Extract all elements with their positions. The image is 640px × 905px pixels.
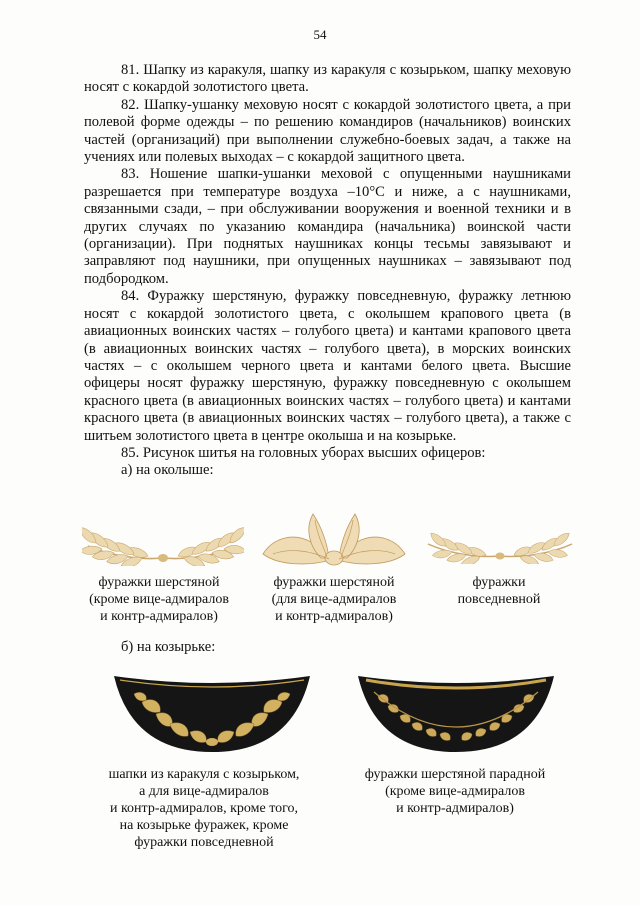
paragraph-84: 84. Фуражку шерстяную, фуражку повседневную, фуражку летнюю носят с кокардой золотистого цвета, с околышем крапового цвета (в авиационных воинских частях – голубого цвета) и кантами крапового цвета (в авиационных воинских частях – голубого цвета), в морских воинских частях – с околышем черного цвета и кантами белого цвета. Высшие офицеры носят фуражку шерстяную, фуражку повседневную с околышем красного цвета (в авиационных воинских частях – голубого цвета) и кантами красного цвета (в авиационных воинских частях – голубого цвета), а также с шитьем золотистого цвета в центре околыша и на козырьке. <box>84 288 571 444</box>
visor-embroidery-karakul-illustration <box>112 672 312 754</box>
body-text <box>84 62 571 480</box>
paragraph-85: 85. Рисунок шитья на головных уборах высших офицеров: <box>121 444 486 461</box>
band-embroidery-service-illustration <box>424 520 576 564</box>
band-embroidery-admirals-illustration <box>259 512 409 570</box>
caption-service-cap-text: фуражки повседневной <box>457 575 541 607</box>
caption-wool-cap-text: фуражки шерстяной (кроме вице-адмиралов и контр-адмиралов) <box>89 575 229 624</box>
caption-wool-cap-admirals-text: фуражки шерстяной (для вице-адмиралов и контр-адмиралов) <box>271 575 397 624</box>
paragraph-82: 82. Шапку-ушанку меховую носят с кокардой золотистого цвета, а при полевой форме одежды – по решению командиров (начальников) воинских частей (организаций) при выполнении служебно-боевых задач, а также на учениях или полевых выходах – с кокардой защитного цвета. <box>84 96 571 166</box>
visor-embroidery-parade-illustration <box>356 672 556 754</box>
subheading-b: б) на козырьке: <box>121 639 216 655</box>
subheading-a: а) на околыше: <box>121 462 214 479</box>
caption-parade-cap-text: фуражки шерстяной парадной (кроме вице-адмиралов и контр-адмиралов) <box>364 767 546 816</box>
caption-wool-cap <box>74 574 244 625</box>
caption-parade-cap <box>340 766 570 817</box>
caption-wool-cap-admirals <box>249 574 419 625</box>
caption-karakul-visor-text: шапки из каракуля с козырьком, а для вице-адмиралов и контр-адмиралов, кроме того, на козырьке фуражек, кроме фуражки повседневной <box>108 767 300 850</box>
paragraph-83: 83. Ношение шапки-ушанки меховой с опущенными наушниками разрешается при температуре воздуха –10°С и ниже, а с наушниками, связанными сзади, – при обслуживании вооружения и военной техники и в других случаях по указанию командира (начальника) воинской части (организации). При поднятых наушниках концы тесьмы завязывают и заправляют под наушники, при опущенных наушниках – завязывают под подбородком. <box>84 166 571 287</box>
paragraph-81: 81. Шапку из каракуля, шапку из каракуля с козырьком, шапку меховую носят с кокардой золотистого цвета. <box>84 62 571 96</box>
band-embroidery-wool-illustration <box>82 516 244 566</box>
caption-karakul-visor <box>86 766 322 851</box>
page-number: 54 <box>313 27 327 42</box>
caption-service-cap <box>424 574 574 608</box>
